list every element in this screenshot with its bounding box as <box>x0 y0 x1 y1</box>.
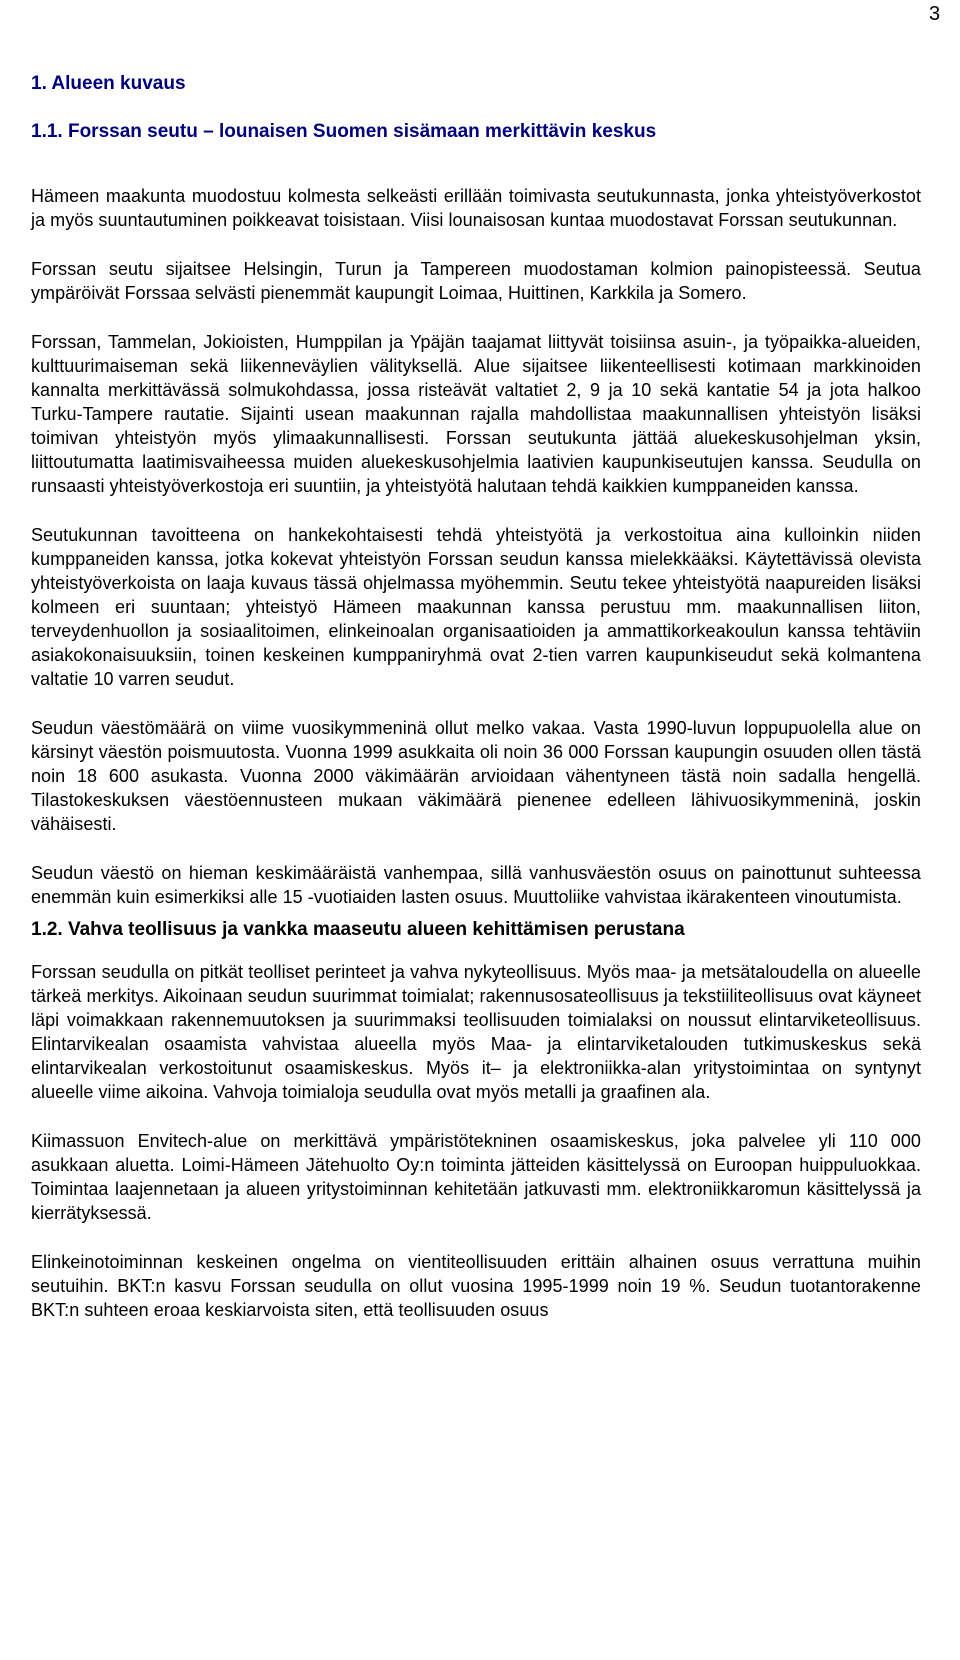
paragraph: Forssan seudulla on pitkät teolliset perinteet ja vahva nykyteollisuus. Myös maa- ja metsätaloudella on alueelle tärkeä merkitys. Aikoinaan seudun suurimmat toimialat; rakennusosateollisuus ja tekstiiliteollisuus ovat käyneet läpi voimakkaan rakennemuutoksen ja suurimmaksi teollisuuden toimialaksi on noussut elintarviketeollisuus. Elintarvikealan osaamista vahvistaa alueella myös Maa- ja elintarviketalouden tutkimuskeskus sekä elintarvikealan verkostoitunut osaamiskeskus. Myös it– ja elektroniikka-alan yritystoimintaa on syntynyt alueelle viime aikoina. Vahvoja toimialoja seudulla ovat myös metalli ja graafinen ala. <box>31 962 921 1102</box>
section-heading-1-2: 1.2. Vahva teollisuus ja vankka maaseutu alueen kehittämisen perustana <box>31 919 685 940</box>
paragraph: Seudun väestö on hieman keskimääräistä vanhempaa, sillä vanhusväestön osuus on painottunut suhteessa enemmän kuin esimerkiksi alle 15 -vuotiaiden lasten osuus. Muuttoliike vahvistaa ikärakenteen vinoutumista. <box>31 863 921 907</box>
paragraph: Elinkeinotoiminnan keskeinen ongelma on vientiteollisuuden erittäin alhainen osuus verrattuna muihin seutuihin. BKT:n kasvu Forssan seudulla on ollut vuosina 1995-1999 noin 19 %. Seudun tuotantorakenne BKT:n suhteen eroaa keskiarvoista siten, että teollisuuden osuus <box>31 1252 921 1320</box>
paragraph: Seudun väestömäärä on viime vuosikymmeninä ollut melko vakaa. Vasta 1990-luvun loppupuolella alue on kärsinyt väestön poismuutosta. Vuonna 1999 asukkaita oli noin 36 000 Forssan kaupungin osuuden ollen tästä noin 18 600 asukasta. Vuonna 2000 väkimäärän arvioidaan vähentyneen tästä noin sadalla hengellä. Tilastokeskuksen väestöennusteen mukaan väkimäärä pienenee edelleen lähivuosikymmeninä, joskin vähäisesti. <box>31 718 921 834</box>
paragraph: Seutukunnan tavoitteena on hankekohtaisesti tehdä yhteistyötä ja verkostoitua aina kulloinkin niiden kumppaneiden kanssa, jotka kokevat yhteistyön Forssan seudun kanssa mielekkääksi. Käytettävissä olevista yhteistyöverkoista on laaja kuvaus tässä ohjelmassa myöhemmin. Seutu tekee yhteistyötä naapureiden lisäksi kolmeen eri suuntaan; yhteistyö Hämeen maakunnan kanssa perustuu mm. maakunnallisen liiton, terveydenhuollon ja sosiaalitoimen, elinkeinoalan organisaatioiden ja ammattikorkeakoulun kanssa tehtäviin asiakokonaisuuksiin, toinen keskeinen kumppaniryhmä ovat 2-tien varren kaupunkiseudut sekä kolmantena valtatie 10 varren seudut. <box>31 525 921 689</box>
document-body <box>31 72 921 1322</box>
paragraph: Hämeen maakunta muodostuu kolmesta selkeästi erillään toimivasta seutukunnasta, jonka yhteistyöverkostot ja myös suuntautuminen poikkeavat toisistaan. Viisi lounaisosan kuntaa muodostavat Forssan seutukunnan. <box>31 186 921 230</box>
paragraph: Forssan, Tammelan, Jokioisten, Humppilan ja Ypäjän taajamat liittyvät toisiinsa asuin-, ja työpaikka-alueiden, kulttuurimaiseman sekä liikenneväylien välityksellä. Alue sijaitsee liikenteellisesti kotimaan markkinoiden kannalta merkittävässä solmukohdassa, jossa risteävät valtatiet 2, 9 ja 10 sekä kantatie 54 ja jota halkoo Turku-Tampere rautatie. Sijainti usean maakunnan rajalla mahdollistaa maakunnallisen yhteistyön lisäksi toimivan yhteistyön myös ylimaakunnallisesti. Forssan seutukunta jättää aluekeskusohjelman yksin, liittoutumatta laatimisvaiheessa muiden aluekeskusohjelmia laativien kaupunkiseutujen kanssa. Seudulla on runsaasti yhteistyöverkostoja eri suuntiin, ja yhteistyötä halutaan tehdä kaikkien kumppaneiden kanssa. <box>31 332 921 496</box>
section-heading-1-1: 1.1. Forssan seutu – lounaisen Suomen sisämaan merkittävin keskus <box>31 121 657 142</box>
paragraph: Forssan seutu sijaitsee Helsingin, Turun ja Tampereen muodostaman kolmion painopisteessä. Seutua ympäröivät Forssaa selvästi pienemmät kaupungit Loimaa, Huittinen, Karkkila ja Somero. <box>31 259 921 303</box>
page-number: 3 <box>929 3 941 25</box>
paragraph: Kiimassuon Envitech-alue on merkittävä ympäristötekninen osaamiskeskus, joka palvelee yli 110 000 asukkaan aluetta. Loimi-Hämeen Jätehuolto Oy:n toiminta jätteiden käsittelyssä on Euroopan huippuluokkaa. Toimintaa laajennetaan ja alueen yritystoiminnan kehitetään jatkuvasti mm. elektroniikkaromun käsittelyssä ja kierrätyksessä. <box>31 1131 921 1223</box>
section-heading-1: 1. Alueen kuvaus <box>31 73 186 94</box>
